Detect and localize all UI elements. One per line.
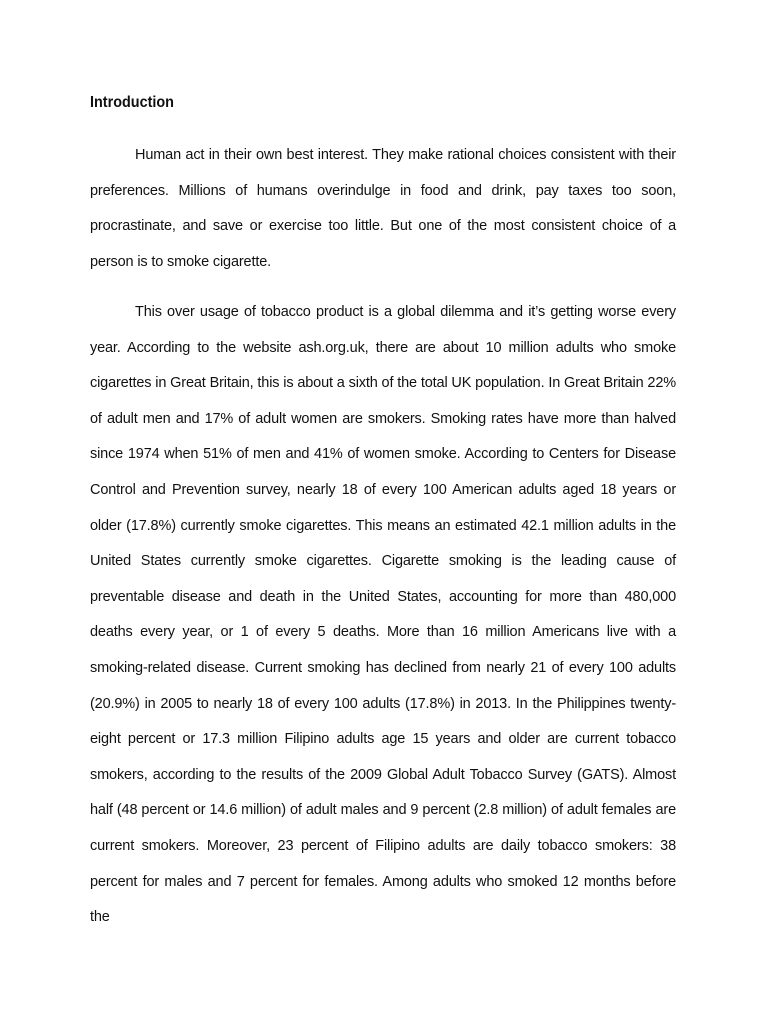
paragraph-2: This over usage of tobacco product is a global dilemma and it’s getting worse every year. According to the website ash.org.uk, there are about 10 million adults who smoke cigarettes in Great Britain, this is about a sixth of the total UK population. In Great Britain 22% of adult men and 17% of adult women are smokers. Smoking rates have more than halved since 1974 when 51% of men and 41% of women smoke. According to Centers for Disease Control and Prevention survey, nearly 18 of every 100 American adults aged 18 years or older (17.8%) currently smoke cigarettes. This means an estimated 42.1 million adults in the United States currently smoke cigarettes. Cigarette smoking is the leading cause of preventable disease and death in the United States, accounting for more than 480,000 deaths every year, or 1 of every 5 deaths. More than 16 million Americans live with a smoking-related disease. Current smoking has declined from nearly 21 of every 100 adults (20.9%) in 2005 to nearly 18 of every 100 adults (17.8%) in 2013. In the Philippines twenty-eight percent or 17.3 million Filipino adults age 15 years and older are current tobacco smokers, according to the results of the 2009 Global Adult Tobacco Survey (GATS). Almost half (48 percent or 14.6 million) of adult males and 9 percent (2.8 million) of adult females are current smokers. Moreover, 23 percent of Filipino adults are daily tobacco smokers: 38 percent for males and 7 percent for females. Among adults who smoked 12 months before the bbox=[90, 304, 676, 926]
section-heading: Introduction bbox=[90, 94, 174, 111]
paragraph-1: Human act in their own best interest. They make rational choices consistent with their preferences. Millions of humans overindulge in food and drink, pay taxes too soon, procrastinate, and save or exercise too little. But one of the most consistent choice of a person is to smoke cigarette. bbox=[90, 147, 676, 270]
